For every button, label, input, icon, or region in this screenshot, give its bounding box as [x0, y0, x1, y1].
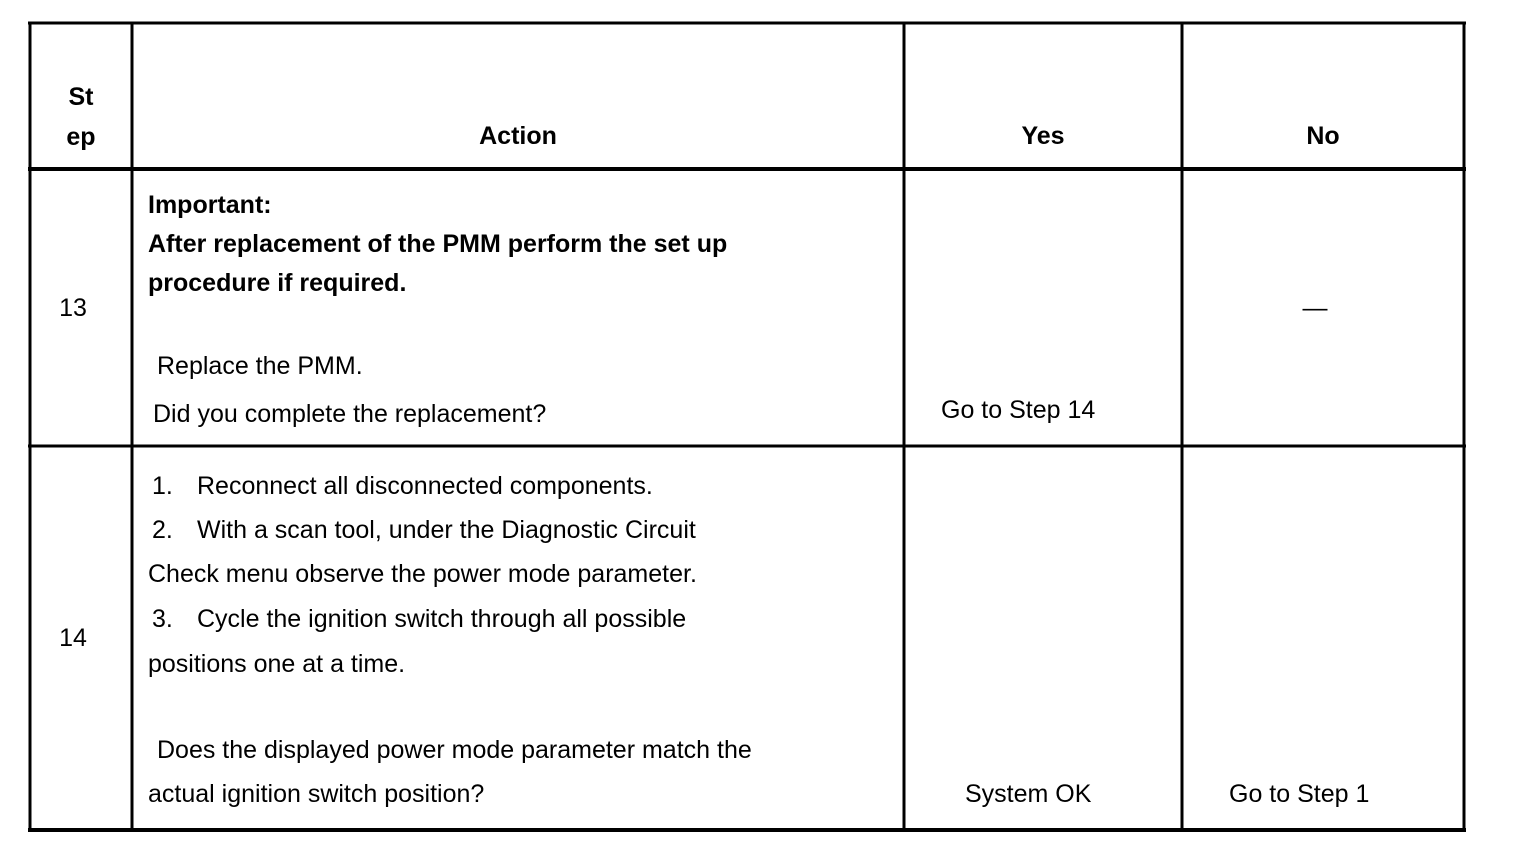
yes-result: System OK — [965, 780, 1092, 808]
yes-result: Go to Step 14 — [941, 396, 1096, 424]
important-label: Important: — [148, 191, 272, 219]
list-item-text-1: Reconnect all disconnected components. — [197, 472, 653, 500]
step-number: 14 — [59, 624, 87, 652]
list-item-number-3: 3. — [152, 605, 173, 633]
list-item-text-3-cont: positions one at a time. — [148, 650, 406, 678]
list-item-text-3: Cycle the ignition switch through all possible — [197, 605, 687, 633]
header-step-line2: ep — [66, 123, 96, 151]
list-item-text-2-cont: Check menu observe the power mode parameter. — [148, 560, 697, 588]
list-item-number-2: 2. — [152, 516, 173, 544]
question-text: Did you complete the replacement? — [153, 400, 547, 428]
list-item-text-2: With a scan tool, under the Diagnostic Circuit — [197, 516, 696, 544]
question-text-line2: actual ignition switch position? — [148, 780, 485, 808]
no-result: Go to Step 1 — [1229, 780, 1370, 808]
important-note-line2: procedure if required. — [148, 269, 407, 297]
header-no: No — [1306, 122, 1340, 150]
important-note-line1: After replacement of the PMM perform the set up — [148, 230, 728, 258]
header-action: Action — [479, 122, 557, 150]
instruction-text: Replace the PMM. — [157, 352, 363, 380]
question-text-line1: Does the displayed power mode parameter match the — [157, 736, 752, 764]
step-number: 13 — [59, 294, 87, 322]
list-item-number-1: 1. — [152, 472, 173, 500]
header-step-line1: St — [68, 83, 94, 111]
header-yes: Yes — [1021, 122, 1065, 150]
no-result: — — [1302, 294, 1328, 322]
